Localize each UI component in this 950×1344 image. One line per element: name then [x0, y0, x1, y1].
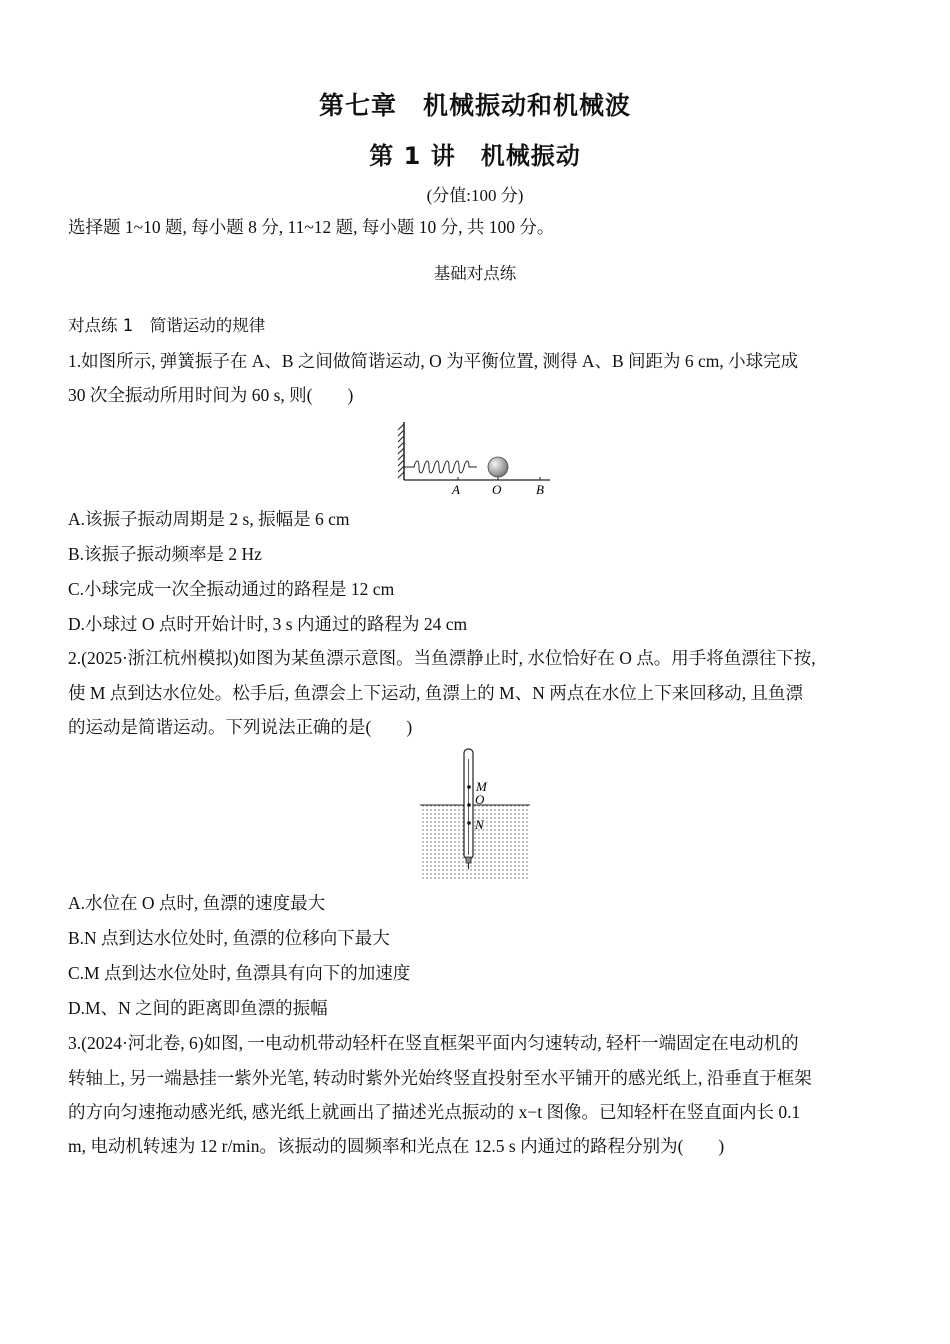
q2-option-a: A.水位在 O 点时, 鱼漂的速度最大: [68, 893, 326, 913]
spring-coil: [404, 461, 477, 473]
q1-option-c: C.小球完成一次全振动通过的路程是 12 cm: [68, 579, 395, 599]
fishing-float-figure: [418, 745, 532, 881]
q2-stem-line3: 的运动是简谐运动。下列说法正确的是( ): [68, 717, 413, 737]
q3-stem-line2: 转轴上, 另一端悬挂一紫外光笔, 转动时紫外光始终竖直投射至水平铺开的感光纸上, 沿垂直于框架: [68, 1068, 812, 1088]
label-m: M: [476, 779, 487, 794]
label-n: N: [475, 817, 484, 832]
q1-option-d: D.小球过 O 点时开始计时, 3 s 内通过的路程为 24 cm: [68, 614, 468, 634]
label-b: B: [536, 482, 544, 497]
q2-stem-line1: 2.(2025·浙江杭州模拟)如图为某鱼漂示意图。当鱼漂静止时, 水位恰好在 O 点。用手将鱼漂往下按,: [68, 648, 816, 668]
q1-stem-line1: 1.如图所示, 弹簧振子在 A、B 之间做简谐运动, O 为平衡位置, 测得 A、B 间距为 6 cm, 小球完成: [68, 351, 799, 371]
lesson-title: 第 1 讲 机械振动: [369, 142, 581, 170]
chapter-title: 第七章 机械振动和机械波: [318, 91, 631, 120]
q2-option-b: B.N 点到达水位处时, 鱼漂的位移向下最大: [68, 928, 390, 948]
ball: [488, 457, 508, 477]
label-o: O: [492, 482, 502, 497]
q3-stem-line1: 3.(2024·河北卷, 6)如图, 一电动机带动轻杆在竖直框架平面内匀速转动, 轻杆一端固定在电动机的: [68, 1033, 799, 1053]
q2-option-d: D.M、N 之间的距离即鱼漂的振幅: [68, 998, 328, 1018]
score-note: (分值:100 分): [426, 186, 524, 205]
spring-oscillator-figure: [390, 418, 560, 498]
instructions: 选择题 1~10 题, 每小题 8 分, 11~12 题, 每小题 10 分, 共 100 分。: [68, 217, 555, 237]
label-o: O: [475, 792, 485, 807]
q1-stem-line2: 30 次全振动所用时间为 60 s, 则( ): [68, 385, 354, 405]
q3-stem-line3: 的方向匀速拖动感光纸, 感光纸上就画出了描述光点振动的 x−t 图像。已知轻杆在竖直面内长 0.1: [68, 1102, 801, 1122]
subsection-title: 对点练 1 简谐运动的规律: [68, 316, 266, 335]
label-a: A: [452, 482, 460, 497]
q1-option-b: B.该振子振动频率是 2 Hz: [68, 544, 262, 564]
q2-stem-line2: 使 M 点到达水位处。松手后, 鱼漂会上下运动, 鱼漂上的 M、N 两点在水位上下来回移动, 且鱼漂: [68, 683, 804, 703]
q3-stem-line4: m, 电动机转速为 12 r/min。该振动的圆频率和光点在 12.5 s 内通过的路程分别为( ): [68, 1136, 725, 1156]
section-title: 基础对点练: [433, 264, 517, 283]
q2-option-c: C.M 点到达水位处时, 鱼漂具有向下的加速度: [68, 963, 411, 983]
q1-option-a: A.该振子振动周期是 2 s, 振幅是 6 cm: [68, 509, 350, 529]
